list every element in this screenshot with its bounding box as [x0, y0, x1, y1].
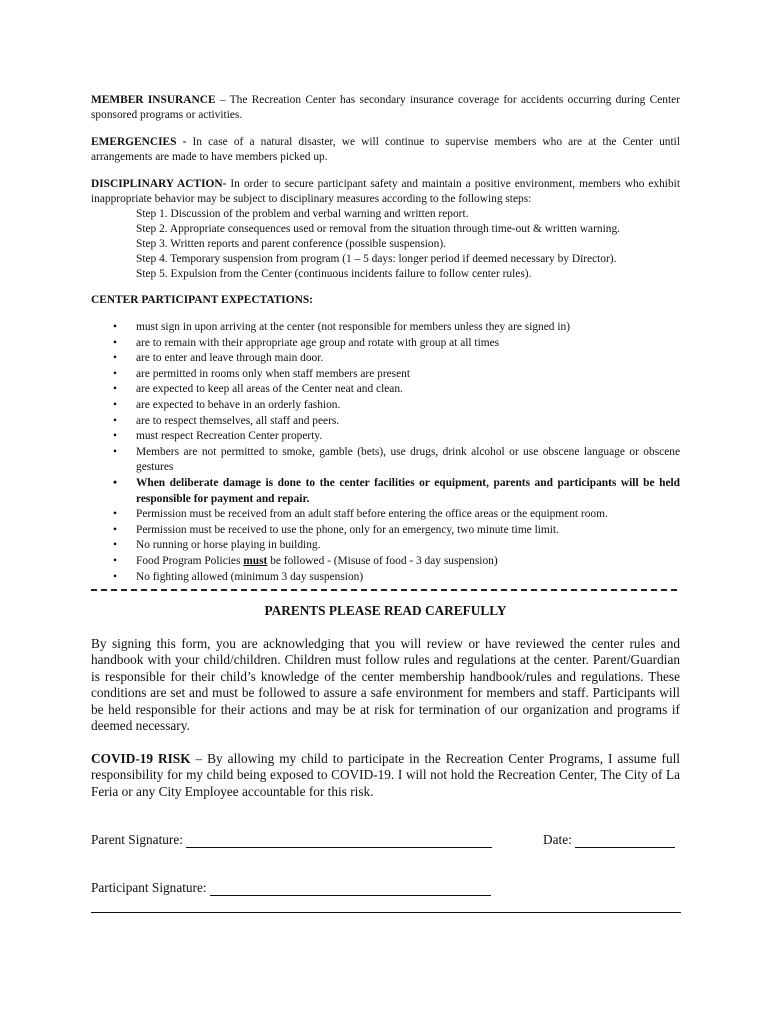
- list-item: • No running or horse playing in building.: [91, 538, 680, 554]
- participant-signature-label: Participant Signature:: [91, 880, 207, 895]
- bullet: •: [113, 539, 117, 552]
- list-item-food-policy: • Food Program Policies must be followed - (Misuse of food - 3 day suspension): [91, 554, 680, 570]
- date-field[interactable]: [575, 833, 675, 848]
- bullet: •: [113, 554, 117, 567]
- bullet: •: [113, 508, 117, 521]
- bullet: •: [113, 321, 117, 333]
- disciplinary-step: Step 4. Temporary suspension from program (1 – 5 days: longer period if deemed necessary by Director).: [136, 253, 617, 265]
- list-item: • are to respect themselves, all staff and peers.: [91, 414, 680, 430]
- list-item: • are to enter and leave through main door.: [91, 351, 680, 367]
- bullet: •: [113, 476, 117, 489]
- covid-paragraph: [91, 751, 680, 800]
- list-item: • are permitted in rooms only when staff members are present: [91, 367, 680, 383]
- participant-signature-row: [91, 880, 491, 896]
- member-insurance-text: – The Recreation Center has secondary insurance coverage for accidents occurring during Center sponsored programs or activities.: [91, 94, 681, 121]
- list-item: • must respect Recreation Center property.: [91, 429, 680, 445]
- member-insurance-heading: MEMBER INSURANCE: [91, 94, 216, 106]
- bullet: •: [113, 352, 117, 365]
- disciplinary-text: In order to secure participant safety and maintain a positive environment, members who exhibit inappropriate behavior may be subject to disciplinary measures according to the following steps:: [91, 178, 680, 205]
- list-item: • are expected to keep all areas of the Center neat and clean.: [91, 382, 680, 398]
- date-row: [543, 832, 675, 848]
- expectations-list: [91, 320, 680, 585]
- parent-signature-row: [91, 832, 492, 848]
- member-insurance-paragraph: [91, 93, 680, 123]
- expectations-heading: CENTER PARTICIPANT EXPECTATIONS:: [91, 294, 313, 306]
- bullet: •: [113, 430, 117, 443]
- list-item: • Permission must be received to use the phone, only for an emergency, two minute time limit.: [91, 523, 680, 539]
- bullet: •: [113, 445, 117, 458]
- emergencies-paragraph: [91, 135, 680, 165]
- disciplinary-step: Step 5. Expulsion from the Center (continuous incidents failure to follow center rules).: [136, 268, 532, 280]
- bullet: •: [113, 336, 117, 349]
- parents-title: PARENTS PLEASE READ CAREFULLY: [264, 603, 507, 618]
- list-item: • are expected to behave in an orderly fashion.: [91, 398, 680, 414]
- bullet: •: [113, 414, 117, 427]
- list-item-damage-notice: • When deliberate damage is done to the center facilities or equipment, parents and participants will be held responsible for payment and repair.: [113, 476, 680, 505]
- disciplinary-paragraph: [91, 177, 680, 207]
- dashed-separator: [91, 589, 677, 591]
- parents-paragraph: By signing this form, you are acknowledging that you will review or have reviewed the center rules and handbook with your child/children. Children must follow rules and regulations at the center. Parent/Guardian is responsible for their child’s knowledge of the center membership handbook/rules and regulations. These conditions are set and must be followed to assure a safe environment for members and staff. Participants will be held responsible for their actions and may be at risk for termination of our organization and programs if deemed necessary.: [91, 636, 680, 734]
- bullet: •: [113, 383, 117, 396]
- bottom-rule: [91, 912, 681, 913]
- list-item: • Members are not permitted to smoke, gamble (bets), use drugs, drink alcohol or use obscene language or obscene gestures: [113, 445, 680, 474]
- parent-signature-field[interactable]: [186, 833, 492, 848]
- bullet: •: [113, 523, 117, 536]
- covid-heading: COVID-19 RISK: [91, 751, 191, 766]
- disciplinary-step: Step 3. Written reports and parent conference (possible suspension).: [136, 238, 446, 250]
- emergencies-heading: EMERGENCIES -: [91, 136, 187, 148]
- list-item: • must sign in upon arriving at the center (not responsible for members unless they are signed in): [91, 320, 680, 336]
- disciplinary-step: Step 2. Appropriate consequences used or removal from the situation through time-out & written warning.: [136, 223, 620, 235]
- participant-signature-field[interactable]: [210, 881, 491, 896]
- list-item: • are to remain with their appropriate age group and rotate with group at all times: [91, 336, 680, 352]
- list-item: • Permission must be received from an adult staff before entering the office areas or the equipment room.: [91, 507, 680, 523]
- bullet: •: [113, 367, 117, 380]
- covid-text: – By allowing my child to participate in the Recreation Center Programs, I assume full responsibility for my child being exposed to COVID-19. I will not hold the Recreation Center, The City of La Feria or any City Employee accountable for this risk.: [91, 751, 681, 799]
- list-item: • No fighting allowed (minimum 3 day suspension): [91, 570, 680, 586]
- date-label: Date:: [543, 832, 572, 847]
- bullet: •: [113, 398, 117, 411]
- disciplinary-steps: [136, 207, 686, 282]
- disciplinary-heading: DISCIPLINARY ACTION-: [91, 178, 227, 190]
- parent-signature-label: Parent Signature:: [91, 832, 183, 847]
- bullet: •: [113, 570, 117, 583]
- emergencies-text: In case of a natural disaster, we will continue to supervise members who are at the Center until arrangements are made to have members picked up.: [91, 136, 680, 163]
- disciplinary-step: Step 1. Discussion of the problem and verbal warning and written report.: [136, 208, 469, 220]
